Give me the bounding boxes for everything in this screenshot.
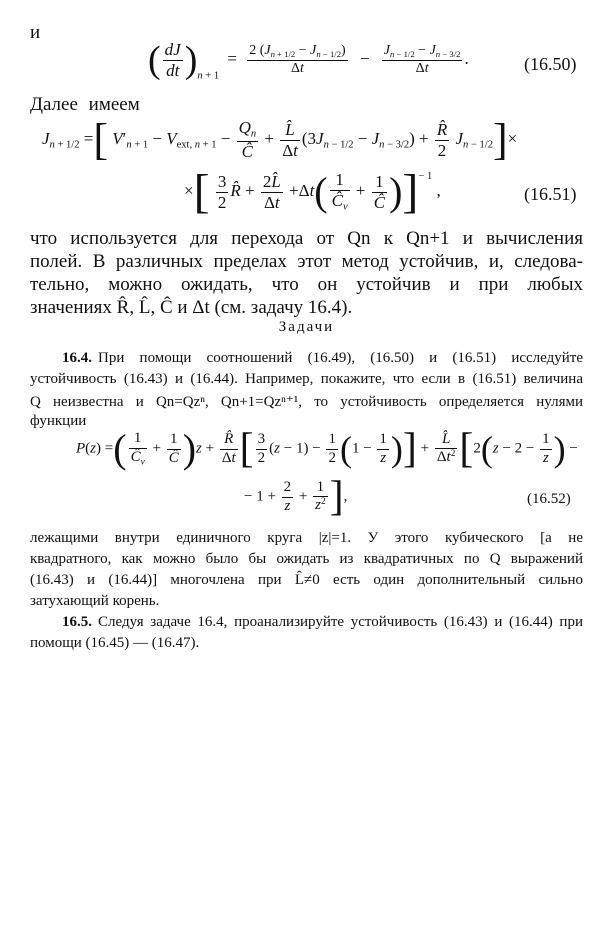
equation-number-16-52: (16.52) (527, 491, 571, 507)
problem-16-4-line4: функции (30, 413, 87, 429)
problem-16-4-line3: Q неизвестна и Qn=Qzⁿ, Qn+1=Qzⁿ⁺¹, то устойчивость определяется нулями (30, 394, 583, 410)
equation-number-16-50: (16.50) (524, 54, 577, 74)
paragraph1-line2: полей. В различных пределах этот метод устойчив, и, следова- (30, 251, 583, 272)
problem-16-4-first-line (62, 350, 583, 367)
problem-16-4-line1: При помощи соотношений (16.49), (16.50) и (16.51) исследуйте (98, 350, 583, 366)
problem-16-5-first-line (62, 614, 583, 631)
equation-16-52-line2: − 1 + $\frac{2}{z}$ + $\frac{1}{z^2}$ ], (244, 474, 348, 520)
problem-16-5-label: 16.5. (62, 614, 92, 630)
paragraph2-line3: (16.43) и (16.44)] многочлена при L̂≠0 есть один дополнительный сильно (30, 572, 583, 588)
problem-16-5-line1: Следуя задаче 16.4, проанализируйте устойчивость (16.43) и (16.44) при (98, 614, 583, 630)
paragraph1-line4: значениях R̂, L̂, Ĉ и Δt (см. задачу 16.4). (30, 297, 353, 318)
problem-16-4-label: 16.4. (62, 350, 92, 366)
equation-16-50: ( $\frac{dJ}{dt}$ )$_{n + 1}$ = $\frac{2 (J_{n + 1/2} - J_{n - 1/2})}{\Delta t}$ − $\frac{J_{n - 1/2} - J_{n - 3/2}}{\Delta t}$ . (148, 39, 469, 82)
problem-16-5-line2: помощи (16.45) — (16.47). (30, 635, 200, 651)
paragraph2-line2: квадратного, как можно было бы ожидать из квадратичных по Q выражений (30, 551, 583, 567)
paragraph1-line1: что используется для перехода от Qn к Qn+1 и вычисления (30, 228, 583, 249)
equation-16-51-line2: ×[ $\frac{3}{2}$ R̂ + $\frac{2L̂}{\Delta t}$ +Δt( $\frac{1}{Ĉ_v}$ + $\frac{1}{Ĉ}$ )]$^{- 1}$ , (184, 165, 441, 218)
intro-word: и (30, 22, 41, 43)
equation-number-16-51: (16.51) (524, 184, 577, 204)
paragraph2-line1: лежащими внутри единичного круга |z|=1. У этого кубического [а не (30, 530, 583, 546)
equation-16-52-line1: P(z) =( $\frac{1}{Ĉ_v}$ + $\frac{1}{Ĉ}$ )z + $\frac{R̂}{\Delta t}$ [ $\frac{3}{2}$ (z − 1) − $\frac{1}{2}$ (1 − $\frac{1}{z}$ )] + $\frac{L̂}{\Delta t^2}$ [2(z − 2 − $\frac{1}{z}$ ) − (76, 426, 578, 472)
dalee-line: Далее имеем (30, 94, 140, 115)
paragraph1-line3: тельно, можно ожидать, что он устойчив и при любых (30, 274, 583, 295)
problem-16-4-line2: устойчивость (16.43) и (16.44). Например, покажите, что если в (16.51) величина (30, 371, 583, 387)
equation-16-51-line1: $J_{n + 1/2}$ =[ $V'_{n + 1} - V_{ext, n + 1}$ − $\frac{Q_n}{Ĉ}$ + $\frac{L̂}{\Delta t}$ $(3J_{n - 1/2} - J_{n - 3/2})$ + $\frac{R̂}{2}$ $J_{n - 1/2}]\times$ (42, 115, 518, 164)
paragraph2-line4: затухающий корень. (30, 593, 160, 609)
section-title: Задачи (278, 319, 335, 335)
